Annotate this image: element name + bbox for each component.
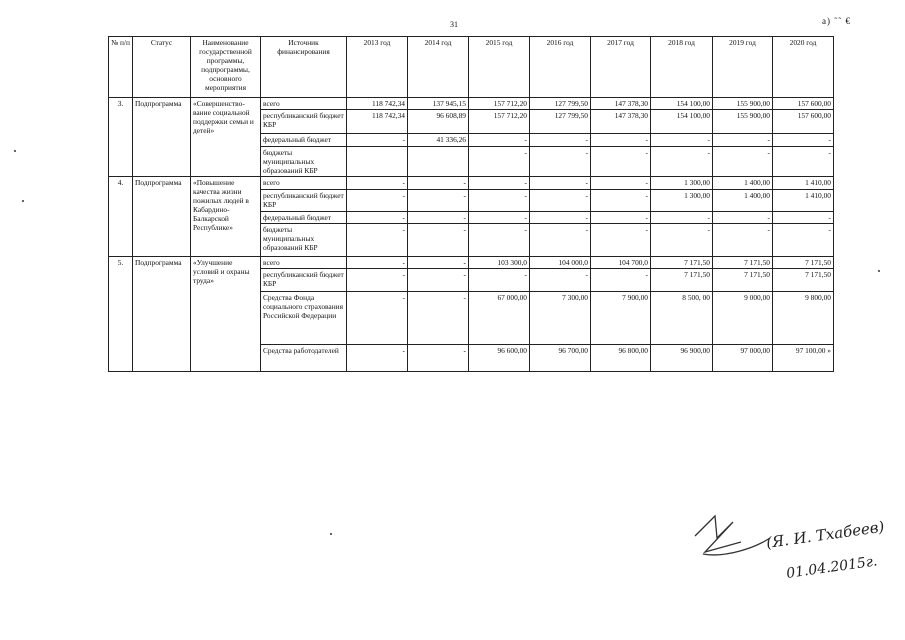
amount-cell: - [773, 212, 834, 224]
amount-cell: 96 700,00 [530, 345, 591, 372]
section-name: «Улучшение условий и охраны труда» [191, 257, 261, 372]
amount-cell: 8 500, 00 [651, 292, 713, 345]
table-body [109, 98, 834, 372]
amount-cell: 96 900,00 [651, 345, 713, 372]
amount-cell: 154 100,00 [651, 98, 713, 110]
amount-cell: - [347, 212, 408, 224]
amount-cell: - [530, 190, 591, 212]
amount-cell: 67 000,00 [469, 292, 530, 345]
amount-cell: - [713, 134, 773, 147]
amount-cell: 1 410,00 [773, 177, 834, 190]
amount-cell: 7 171,50 [651, 257, 713, 269]
amount-cell: - [469, 224, 530, 257]
header-name: Наименование государственной программы, подпрограммы, основного мероприятия [191, 37, 261, 98]
amount-cell: 97 000,00 [713, 345, 773, 372]
financing-table [108, 36, 834, 372]
amount-cell: 104 000,0 [530, 257, 591, 269]
header-status: Статус [133, 37, 191, 98]
amount-cell: 9 000,00 [713, 292, 773, 345]
section-name: «Совершенство-вание социальной поддержки семьи и детей» [191, 98, 261, 177]
amount-cell: 1 400,00 [713, 190, 773, 212]
amount-cell: 7 900,00 [591, 292, 651, 345]
amount-cell: 104 700,0 [591, 257, 651, 269]
amount-cell: 157 712,20 [469, 110, 530, 134]
amount-cell: - [530, 134, 591, 147]
scan-speck [878, 270, 880, 272]
amount-cell: - [347, 134, 408, 147]
amount-cell: 7 171,50 [773, 257, 834, 269]
amount-cell: 1 410,00 [773, 190, 834, 212]
amount-cell: - [469, 177, 530, 190]
amount-cell: - [651, 212, 713, 224]
amount-cell: - [347, 292, 408, 345]
corner-mark: a) ˜˜ € [822, 16, 851, 26]
funding-source: всего [261, 257, 347, 269]
amount-cell: 9 800,00 [773, 292, 834, 345]
amount-cell: - [347, 269, 408, 292]
amount-cell: - [408, 177, 469, 190]
amount-cell: 103 300,0 [469, 257, 530, 269]
header-row [109, 37, 834, 98]
section-status: Подпрограмма [133, 98, 191, 177]
amount-cell: - [713, 224, 773, 257]
amount-cell: 147 378,30 [591, 110, 651, 134]
amount-cell: 127 799,50 [530, 110, 591, 134]
amount-cell: - [591, 190, 651, 212]
amount-cell: - [408, 224, 469, 257]
section-num: 5. [109, 257, 133, 372]
amount-cell: - [408, 257, 469, 269]
amount-cell: - [530, 147, 591, 177]
amount-cell: 154 100,00 [651, 110, 713, 134]
header-source: Источник финансирования [261, 37, 347, 98]
funding-source: бюджеты муниципальных образований КБР [261, 147, 347, 177]
scan-speck [22, 200, 24, 202]
amount-cell: 127 799,50 [530, 98, 591, 110]
amount-cell: - [530, 224, 591, 257]
amount-cell: - [408, 190, 469, 212]
header-year: 2018 год [651, 37, 713, 98]
amount-cell: - [773, 134, 834, 147]
amount-cell: 137 945,15 [408, 98, 469, 110]
funding-source: всего [261, 177, 347, 190]
amount-cell: 157 712,20 [469, 98, 530, 110]
amount-cell: - [347, 177, 408, 190]
amount-cell: - [773, 224, 834, 257]
amount-cell: - [591, 224, 651, 257]
signature-name: (Я. И. Тхабеев) [765, 517, 886, 552]
amount-cell: - [408, 269, 469, 292]
amount-cell: 96 608,89 [408, 110, 469, 134]
amount-cell: - [469, 269, 530, 292]
signature [675, 508, 905, 586]
amount-cell: - [408, 345, 469, 372]
amount-cell: 157 600,00 [773, 110, 834, 134]
amount-cell: - [408, 212, 469, 224]
amount-cell: - [591, 212, 651, 224]
amount-cell: - [651, 147, 713, 177]
amount-cell: - [347, 190, 408, 212]
amount-cell: - [347, 224, 408, 257]
header-year: 2017 год [591, 37, 651, 98]
amount-cell: - [469, 134, 530, 147]
funding-source: Средства Фонда социального страхования Российской Федерации [261, 292, 347, 345]
amount-cell: 147 378,30 [591, 98, 651, 110]
amount-cell: 97 100,00 » [773, 345, 834, 372]
amount-cell: - [591, 147, 651, 177]
amount-cell: - [713, 212, 773, 224]
amount-cell: - [591, 177, 651, 190]
amount-cell: - [469, 212, 530, 224]
section-num: 3. [109, 98, 133, 177]
amount-cell: - [469, 147, 530, 177]
funding-source: Средства работодателей [261, 345, 347, 372]
amount-cell: 7 300,00 [530, 292, 591, 345]
funding-source: федеральный бюджет [261, 134, 347, 147]
header-year: 2013 год [347, 37, 408, 98]
signature-stroke [695, 516, 770, 555]
header-year: 2016 год [530, 37, 591, 98]
amount-cell: - [530, 212, 591, 224]
amount-cell: 7 171,50 [713, 269, 773, 292]
section-name: «Повышение качества жизни пожилых людей в Кабардино-Балкарской Республике» [191, 177, 261, 257]
amount-cell: 155 900,00 [713, 98, 773, 110]
section-status: Подпрограмма [133, 257, 191, 372]
section-status: Подпрограмма [133, 177, 191, 257]
funding-source: бюджеты муниципальных образований КБР [261, 224, 347, 257]
header-num: № п/п [109, 37, 133, 98]
funding-source: республиканский бюджет КБР [261, 110, 347, 134]
funding-source: республиканский бюджет КБР [261, 269, 347, 292]
amount-cell: 1 400,00 [713, 177, 773, 190]
amount-cell: - [651, 134, 713, 147]
amount-cell: 118 742,34 [347, 110, 408, 134]
amount-cell: - [530, 269, 591, 292]
header-year: 2019 год [713, 37, 773, 98]
header-year: 2014 год [408, 37, 469, 98]
amount-cell [347, 147, 408, 177]
amount-cell: 7 171,50 [713, 257, 773, 269]
amount-cell: 96 800,00 [591, 345, 651, 372]
amount-cell: - [347, 257, 408, 269]
amount-cell: 41 336,26 [408, 134, 469, 147]
amount-cell: - [408, 292, 469, 345]
amount-cell: 157 600,00 [773, 98, 834, 110]
header-year: 2020 год [773, 37, 834, 98]
amount-cell: - [591, 134, 651, 147]
amount-cell: 7 171,50 [651, 269, 713, 292]
funding-source: республиканский бюджет КБР [261, 190, 347, 212]
amount-cell: - [773, 147, 834, 177]
scan-speck [330, 533, 332, 535]
signature-date: 01.04.2015г. [785, 553, 879, 582]
amount-cell: 118 742,34 [347, 98, 408, 110]
amount-cell: 1 300,00 [651, 190, 713, 212]
amount-cell: - [530, 177, 591, 190]
scan-speck [14, 150, 16, 152]
page-number: 31 [450, 20, 458, 29]
table-row [109, 98, 834, 110]
amount-cell: - [713, 147, 773, 177]
amount-cell: - [347, 345, 408, 372]
amount-cell: 96 600,00 [469, 345, 530, 372]
section-num: 4. [109, 177, 133, 257]
amount-cell: - [469, 190, 530, 212]
funding-source: всего [261, 98, 347, 110]
amount-cell: 1 300,00 [651, 177, 713, 190]
amount-cell: 7 171,50 [773, 269, 834, 292]
amount-cell: 155 900,00 [713, 110, 773, 134]
amount-cell [408, 147, 469, 177]
funding-source: федеральный бюджет [261, 212, 347, 224]
amount-cell: - [651, 224, 713, 257]
header-year: 2015 год [469, 37, 530, 98]
table-row [109, 177, 834, 190]
table-row [109, 257, 834, 269]
amount-cell: - [591, 269, 651, 292]
